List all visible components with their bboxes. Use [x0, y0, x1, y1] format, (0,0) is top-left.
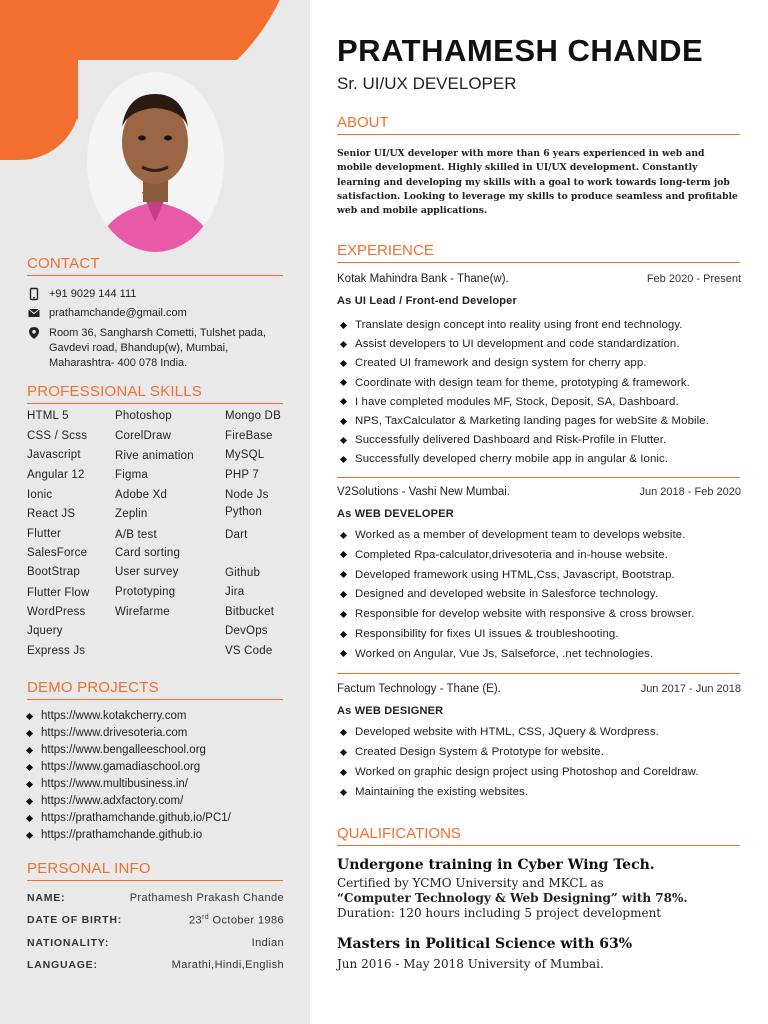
- email-text: prathamchande@gmail.com: [49, 307, 187, 319]
- skill-item: Prototyping: [115, 586, 176, 598]
- qualification-2-line-1: Jun 2016 - May 2018 University of Mumbai.: [337, 957, 604, 971]
- job-duty-text: Maintaining the existing websites.: [355, 786, 529, 798]
- decorative-orange-shape-2: [0, 40, 80, 160]
- job-position: As UI Lead / Front-end Developer: [337, 295, 517, 307]
- skill-item: Wirefarme: [115, 606, 170, 618]
- experience-title: EXPERIENCE: [337, 242, 740, 263]
- skill-item: WordPress: [27, 606, 86, 618]
- bullet-icon: [26, 797, 33, 804]
- bullet-icon: [340, 551, 347, 558]
- job-duty-text: Coordinate with design team for theme, prototyping & framework.: [355, 376, 690, 389]
- project-url[interactable]: https://www.multibusiness.in/: [41, 778, 189, 790]
- job-duty-text: Designed and developed website in Salesforce technology.: [355, 588, 659, 601]
- job-duty-text: NPS, TaxCalculator & Marketing landing pages for webSite & Mobile.: [355, 415, 709, 427]
- skill-item: SalesForce: [27, 547, 88, 559]
- personal-title: PERSONAL INFO: [27, 860, 283, 881]
- info-value: [189, 914, 284, 927]
- contact-title: CONTACT: [27, 255, 283, 276]
- location-icon: [27, 326, 41, 340]
- about-text: Senior UI/UX developer with more than 6 years experienced in web and mobile development. Highly skilled in UI/UX development. Constantly learning and developing my skills with a goal to work towards long-term job satisfaction. Looking to leverage my skills to produce seamless and profitable web and mobile applications.: [337, 148, 738, 217]
- job-duty-text: Developed framework using HTML,Css, Javascript, Bootstrap.: [355, 568, 675, 581]
- job-duty: [341, 396, 679, 408]
- job-duty: [341, 766, 699, 778]
- bullet-icon: [26, 763, 33, 770]
- skill-item: Javascript: [27, 449, 81, 461]
- skill-item: Express Js: [27, 645, 86, 657]
- job-duty: [341, 608, 694, 620]
- job-duty-text: Responsibility for fixes UI issues & troubleshooting.: [355, 628, 619, 640]
- bullet-icon: [340, 748, 347, 755]
- job-position: As WEB DESIGNER: [337, 705, 444, 717]
- job-company: V2Solutions - Vashi New Mumbai.: [337, 486, 510, 498]
- dob-day: 23: [189, 914, 203, 927]
- skill-item: Card sorting: [115, 547, 181, 559]
- bullet-icon: [340, 788, 347, 795]
- contact-phone: [27, 287, 136, 302]
- job-duty: [341, 319, 683, 331]
- job-duty-text: Worked on Angular, Vue Js, Salseforce, .net technologies.: [355, 647, 654, 660]
- job-duty: [341, 338, 680, 350]
- bullet-icon: [26, 780, 33, 787]
- bullet-icon: [26, 712, 33, 719]
- project-link[interactable]: [27, 795, 183, 807]
- skill-item: CSS / Scss: [27, 430, 88, 442]
- person-name: PRATHAMESH CHANDE: [337, 33, 704, 68]
- project-url[interactable]: https://www.kotakcherry.com: [41, 710, 187, 722]
- skill-item: FireBase: [225, 430, 273, 442]
- skill-item: A/B test: [115, 529, 157, 541]
- skill-item: Github: [225, 567, 261, 579]
- job-duty: [341, 415, 709, 427]
- info-row-nationality: [27, 937, 284, 949]
- skill-item: MySQL: [225, 449, 265, 461]
- job-duty-text: Worked as a member of development team to develops website.: [355, 529, 686, 541]
- bullet-icon: [340, 456, 347, 463]
- skill-item: Photoshop: [115, 410, 172, 422]
- job-duty-text: I have completed modules MF, Stock, Deposit, SA, Dashboard.: [355, 395, 679, 408]
- qualification-1-line-1: Certified by YCMO University and MKCL as: [337, 876, 604, 890]
- job-duty-text: Successfully delivered Dashboard and Risk-Profile in Flutter.: [355, 434, 667, 447]
- job-duty: [341, 377, 690, 389]
- info-row-dob: [27, 914, 284, 927]
- bullet-icon: [340, 321, 347, 328]
- job-duty: [341, 648, 653, 660]
- about-title: ABOUT: [337, 114, 740, 135]
- job-duty: [341, 588, 658, 600]
- qualification-1-line-3: Duration: 120 hours including 5 project development: [337, 906, 662, 920]
- info-value: Indian: [251, 937, 284, 949]
- skill-item: Adobe Xd: [115, 489, 168, 501]
- skill-item: PHP 7: [225, 469, 260, 481]
- info-key: NAME:: [27, 892, 66, 904]
- bullet-icon: [340, 611, 347, 618]
- project-url[interactable]: https://www.drivesoteria.com: [41, 727, 188, 739]
- job-duty: [341, 786, 528, 798]
- job-date: Jun 2018 - Feb 2020: [639, 486, 741, 498]
- skill-item: Python: [225, 506, 263, 518]
- job-duty-text: Successfully developed cherry mobile app in angular & Ionic.: [355, 453, 669, 466]
- mail-icon: [27, 306, 41, 320]
- project-link[interactable]: [27, 829, 202, 841]
- skill-item: Node Js: [225, 489, 269, 501]
- skill-item: React JS: [27, 508, 76, 520]
- skill-item: Ionic: [27, 489, 53, 501]
- bullet-icon: [340, 417, 347, 424]
- bullet-icon: [26, 831, 33, 838]
- skill-item: Bitbucket: [225, 606, 275, 618]
- skill-item: HTML 5: [27, 410, 69, 422]
- job-date: Feb 2020 - Present: [646, 273, 741, 285]
- job-duty-text: Translate design concept into reality using front end technology.: [355, 319, 683, 331]
- job-duty: [341, 357, 647, 369]
- skill-item: CorelDraw: [115, 430, 172, 442]
- info-key: DATE OF BIRTH:: [27, 914, 122, 926]
- projects-title: DEMO PROJECTS: [27, 679, 283, 700]
- project-link[interactable]: [27, 727, 187, 739]
- address-text: Room 36, Sangharsh Cometti, Tulshet pada, Gavdevi road, Bhandup(w), Mumbai, Maharashtra- 400 078 India.: [49, 327, 267, 369]
- skill-item: Dart: [225, 529, 248, 541]
- qualifications-title: QUALIFICATIONS: [337, 825, 740, 846]
- job-duty-text: Responsible for develop website with responsive & cross browser.: [355, 608, 695, 621]
- bullet-icon: [340, 728, 347, 735]
- bullet-icon: [340, 531, 347, 538]
- job-duty: [341, 746, 604, 758]
- bullet-icon: [340, 341, 347, 348]
- skill-item: Flutter Flow: [27, 587, 90, 599]
- project-link[interactable]: [27, 778, 188, 790]
- project-url[interactable]: https://prathamchande.github.io: [41, 829, 203, 841]
- project-link[interactable]: [27, 710, 187, 722]
- qualification-2-heading: Masters in Political Science with 63%: [337, 936, 633, 952]
- skill-item: Jquery: [27, 625, 63, 637]
- job-duty-text: Worked on graphic design project using Photoshop and Coreldraw.: [355, 766, 699, 778]
- job-duty-text: Assist developers to UI development and code standardization.: [355, 338, 680, 351]
- info-key: NATIONALITY:: [27, 937, 110, 949]
- job-company: Factum Technology - Thane (E).: [337, 683, 501, 695]
- bullet-icon: [340, 650, 347, 657]
- project-url[interactable]: https://prathamchande.github.io/PC1/: [41, 812, 231, 824]
- job-position: As WEB DEVELOPER: [337, 508, 454, 520]
- info-value: Prathamesh Prakash Chande: [129, 892, 284, 904]
- job-duty-text: Developed website with HTML, CSS, JQuery & Wordpress.: [355, 726, 659, 738]
- bullet-icon: [340, 571, 347, 578]
- job-duty: [341, 529, 686, 541]
- project-url[interactable]: https://www.bengalleeschool.org: [41, 744, 206, 756]
- job-duty: [341, 628, 619, 640]
- project-link[interactable]: [27, 744, 206, 756]
- phone-icon: [27, 287, 41, 301]
- job-company: Kotak Mahindra Bank - Thane(w).: [337, 273, 509, 285]
- profile-photo: [87, 72, 224, 252]
- job-duty: [341, 453, 668, 465]
- info-row-name: [27, 892, 284, 904]
- bullet-icon: [26, 746, 33, 753]
- skills-title: PROFESSIONAL SKILLS: [27, 383, 283, 404]
- project-url[interactable]: https://www.gamadiaschool.org: [41, 761, 201, 773]
- job-divider: [337, 477, 740, 478]
- job-duty-text: Created UI framework and design system for cherry app.: [355, 357, 647, 370]
- bullet-icon: [340, 398, 347, 405]
- info-row-language: [27, 959, 284, 971]
- job-date: Jun 2017 - Jun 2018: [640, 683, 741, 695]
- job-duty: [341, 549, 668, 561]
- contact-address: [27, 326, 266, 371]
- info-value: Marathi,Hindi,English: [171, 959, 284, 971]
- skill-item: DevOps: [225, 625, 268, 637]
- person-role: Sr. UI/UX DEVELOPER: [337, 74, 517, 93]
- bullet-icon: [340, 360, 347, 367]
- skill-item: User survey: [115, 566, 179, 578]
- skill-item: Flutter: [27, 528, 61, 540]
- skill-item: BootStrap: [27, 566, 80, 578]
- bullet-icon: [340, 379, 347, 386]
- project-link[interactable]: [27, 812, 231, 824]
- phone-text: +91 9029 144 111: [49, 288, 137, 300]
- job-duty-text: Created Design System & Prototype for website.: [355, 746, 604, 758]
- job-duty: [341, 726, 659, 738]
- job-duty: [341, 434, 666, 446]
- contact-email: [27, 306, 187, 321]
- dob-rest: October 1986: [209, 914, 284, 927]
- job-duty: [341, 569, 675, 581]
- skill-item: VS Code: [225, 645, 273, 657]
- bullet-icon: [340, 768, 347, 775]
- avatar-illustration: [87, 72, 224, 252]
- skill-item: Mongo DB: [225, 410, 281, 422]
- info-key: LANGUAGE:: [27, 959, 98, 971]
- bullet-icon: [340, 591, 347, 598]
- qualification-1-line-2: “Computer Technology & Web Designing” with 78%.: [337, 891, 688, 905]
- skill-item: Angular 12: [27, 469, 85, 481]
- skill-item: Figma: [115, 469, 148, 481]
- dob-suffix: rd: [202, 914, 210, 921]
- qualification-1-heading: Undergone training in Cyber Wing Tech.: [337, 857, 655, 873]
- bullet-icon: [26, 729, 33, 736]
- skill-item: Rive animation: [115, 450, 194, 462]
- bullet-icon: [340, 437, 347, 444]
- job-divider: [337, 673, 740, 674]
- job-duty-text: Completed Rpa-calculator,drivesoteria and in-house website.: [355, 548, 668, 561]
- project-link[interactable]: [27, 761, 200, 773]
- skill-item: Jira: [225, 586, 245, 598]
- bullet-icon: [340, 630, 347, 637]
- project-url[interactable]: https://www.adxfactory.com/: [41, 795, 184, 807]
- skill-item: Zeplin: [115, 508, 148, 520]
- bullet-icon: [26, 814, 33, 821]
